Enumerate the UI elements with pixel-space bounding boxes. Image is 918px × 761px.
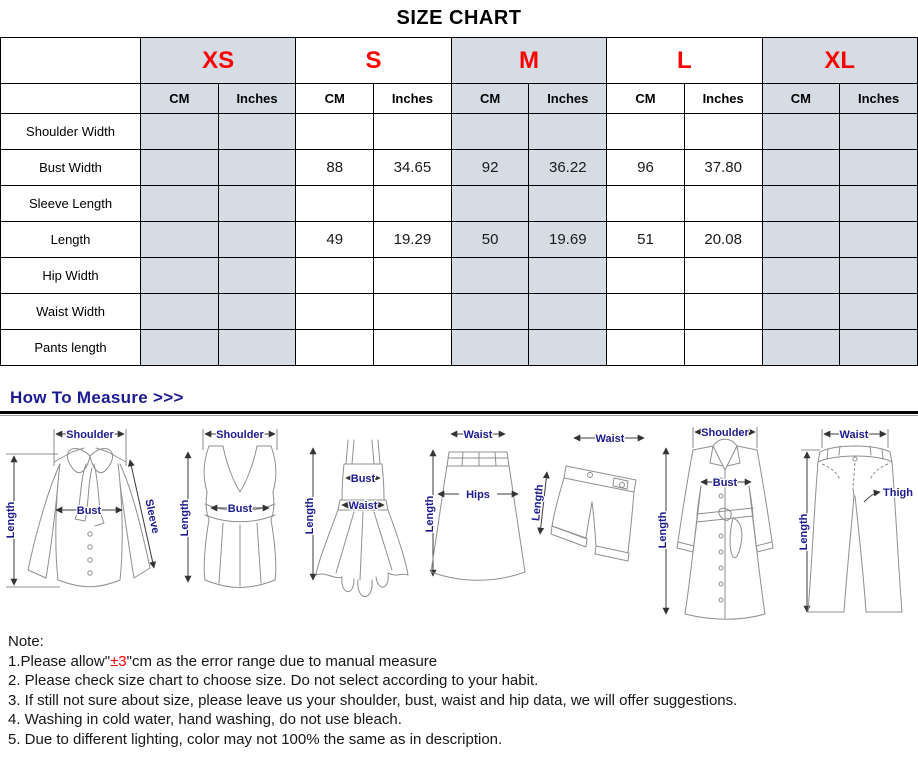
blouse-shoulder-label: Shoulder (66, 429, 114, 441)
value-cell (374, 330, 452, 366)
value-cell: 50 (451, 222, 529, 258)
table-row (1, 114, 918, 150)
value-cell: 37.80 (684, 150, 762, 186)
row-label: Hip Width (1, 258, 141, 294)
unit-header-cell: Inches (840, 84, 918, 114)
shorts-length-label: Length (530, 483, 546, 522)
coat-length-label: Length (657, 511, 669, 549)
value-cell: 49 (296, 222, 374, 258)
value-cell (529, 258, 607, 294)
unit-header-cell: Inches (529, 84, 607, 114)
notes-list (8, 652, 918, 750)
note-text: "cm as the error range due to manual measure (126, 652, 438, 670)
unit-header-cell: CM (762, 84, 840, 114)
tank-length-label: Length (179, 499, 191, 537)
value-cell (218, 294, 296, 330)
unit-header-cell: CM (451, 84, 529, 114)
value-cell (684, 186, 762, 222)
value-cell (141, 150, 219, 186)
value-cell (529, 330, 607, 366)
corner-cell (1, 84, 141, 114)
value-cell (840, 294, 918, 330)
note-line (8, 652, 918, 672)
note-line (8, 691, 918, 711)
skirt-waist-label: Waist (463, 429, 493, 441)
value-cell (684, 330, 762, 366)
value-cell: 92 (451, 150, 529, 186)
value-cell (451, 114, 529, 150)
size-table (0, 37, 918, 366)
coat-shoulder-label: Shoulder (701, 427, 749, 439)
jeans-figure-icon (794, 422, 916, 620)
row-label: Waist Width (1, 294, 141, 330)
value-cell (840, 222, 918, 258)
value-cell (218, 114, 296, 150)
notes-heading: Note: (8, 633, 44, 650)
size-table-head (1, 38, 918, 114)
value-cell (607, 186, 685, 222)
value-cell (296, 330, 374, 366)
value-cell: 51 (607, 222, 685, 258)
value-cell (762, 150, 840, 186)
tank-top-figure-icon (175, 422, 301, 614)
value-cell (684, 294, 762, 330)
jeans-thigh-label: Thigh (883, 487, 913, 499)
value-cell (374, 186, 452, 222)
row-label: Pants length (1, 330, 141, 366)
value-cell (296, 186, 374, 222)
value-cell (607, 114, 685, 150)
value-cell (762, 114, 840, 150)
skirt-hips-label: Hips (466, 489, 490, 501)
table-row (1, 330, 918, 366)
page-title: SIZE CHART (396, 7, 522, 29)
row-label: Sleeve Length (1, 186, 141, 222)
value-cell (684, 114, 762, 150)
value-cell: 19.29 (374, 222, 452, 258)
shorts-figure-icon (530, 422, 652, 614)
dress-length-label: Length (304, 497, 316, 535)
row-label: Shoulder Width (1, 114, 141, 150)
note-line (8, 710, 918, 730)
value-cell (840, 258, 918, 294)
value-cell (218, 330, 296, 366)
value-cell (840, 330, 918, 366)
value-cell (840, 150, 918, 186)
value-cell (684, 258, 762, 294)
table-row (1, 222, 918, 258)
value-cell (374, 294, 452, 330)
blouse-figure-icon (2, 422, 174, 614)
table-row (1, 258, 918, 294)
note-text: 5. Due to different lighting, color may not 100% the same as in description. (8, 730, 503, 748)
value-cell (451, 294, 529, 330)
value-cell: 19.69 (529, 222, 607, 258)
value-cell (607, 294, 685, 330)
note-text: 2. Please check size chart to choose size. Do not select according to your habit. (8, 672, 539, 689)
tank-bust-label: Bust (227, 503, 253, 515)
unit-header-cell: CM (607, 84, 685, 114)
dress-bust-label: Bust (350, 473, 376, 485)
jeans-length-label: Length (798, 513, 810, 551)
size-header-m: M (451, 38, 606, 84)
value-cell (218, 186, 296, 222)
jeans-waist-label: Waist (839, 429, 869, 441)
table-row (1, 294, 918, 330)
blouse-length-label: Length (5, 501, 17, 539)
value-cell (141, 294, 219, 330)
coat-figure-icon (653, 422, 793, 620)
value-cell (296, 294, 374, 330)
unit-header-cell: Inches (218, 84, 296, 114)
value-cell (451, 330, 529, 366)
value-cell (141, 258, 219, 294)
value-cell (374, 114, 452, 150)
size-header-row (1, 38, 918, 84)
value-cell (141, 222, 219, 258)
value-cell (374, 258, 452, 294)
coat-bust-label: Bust (712, 477, 738, 489)
value-cell (451, 186, 529, 222)
value-cell (141, 330, 219, 366)
cami-dress-figure-icon (302, 422, 420, 614)
value-cell: 34.65 (374, 150, 452, 186)
size-header-s: S (296, 38, 451, 84)
value-cell (840, 114, 918, 150)
blouse-sleeve-label: Sleeve (142, 498, 162, 535)
how-to-measure-heading: How To Measure >>> (10, 388, 184, 407)
size-chart-page (0, 7, 918, 749)
value-cell (529, 294, 607, 330)
corner-cell (1, 38, 141, 84)
value-cell: 20.08 (684, 222, 762, 258)
note-text: 4. Washing in cold water, hand washing, do not use bleach. (8, 711, 402, 728)
row-label: Length (1, 222, 141, 258)
value-cell (218, 222, 296, 258)
value-cell (296, 114, 374, 150)
value-cell (762, 186, 840, 222)
skirt-length-label: Length (424, 495, 436, 533)
value-cell (529, 114, 607, 150)
value-cell (529, 186, 607, 222)
note-line (8, 671, 918, 691)
notes-section (8, 632, 918, 749)
value-cell (762, 258, 840, 294)
value-cell (762, 330, 840, 366)
value-cell (451, 258, 529, 294)
value-cell (607, 258, 685, 294)
value-cell (840, 186, 918, 222)
skirt-figure-icon (421, 422, 529, 614)
value-cell: 36.22 (529, 150, 607, 186)
table-row (1, 150, 918, 186)
size-table-body (1, 114, 918, 366)
note-line (8, 730, 918, 750)
how-to-measure-section (0, 388, 918, 416)
size-header-xl: XL (762, 38, 918, 84)
measurement-figures (0, 416, 918, 620)
value-cell (607, 330, 685, 366)
value-cell (218, 150, 296, 186)
unit-header-row (1, 84, 918, 114)
blouse-bust-label: Bust (76, 505, 102, 517)
size-header-xs: XS (141, 38, 296, 84)
value-cell: 96 (607, 150, 685, 186)
note-text: 1.Please allow" (8, 652, 111, 670)
row-label: Bust Width (1, 150, 141, 186)
value-cell (296, 258, 374, 294)
dress-waist-label: Waist (348, 500, 378, 512)
value-cell (141, 186, 219, 222)
unit-header-cell: CM (296, 84, 374, 114)
value-cell (218, 258, 296, 294)
table-row (1, 186, 918, 222)
value-cell (762, 222, 840, 258)
value-cell (762, 294, 840, 330)
value-cell: 88 (296, 150, 374, 186)
shorts-waist-label: Waist (595, 433, 625, 445)
size-header-l: L (607, 38, 762, 84)
unit-header-cell: Inches (684, 84, 762, 114)
value-cell (141, 114, 219, 150)
note-text: ±3 (110, 652, 127, 670)
tank-shoulder-label: Shoulder (216, 429, 264, 441)
unit-header-cell: Inches (374, 84, 452, 114)
unit-header-cell: CM (141, 84, 219, 114)
note-text: 3. If still not sure about size, please leave us your shoulder, bust, waist and hip data, we will offer suggestions. (8, 691, 738, 709)
